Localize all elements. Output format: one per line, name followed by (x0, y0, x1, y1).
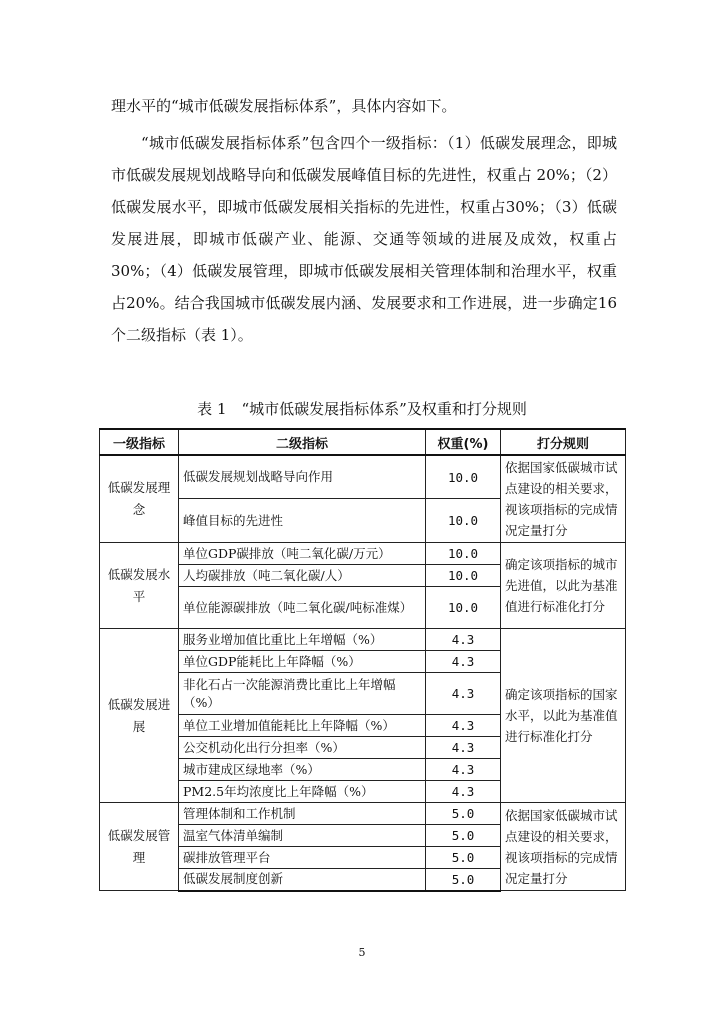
indicator-table (99, 428, 626, 892)
weight-cell: 10.0 (426, 587, 501, 629)
table-row (100, 803, 626, 825)
weight-cell: 4.3 (426, 673, 501, 715)
header-rule: 打分规则 (501, 429, 626, 455)
indicator-cell: 服务业增加值比重比上年增幅（%） (179, 629, 426, 651)
paragraph-intro: 理水平的“城市低碳发展指标体系”，具体内容如下。 (111, 97, 457, 115)
weight-cell: 5.0 (426, 847, 501, 869)
header-level2: 二级指标 (179, 429, 426, 455)
weight-cell: 4.3 (426, 629, 501, 651)
weight-cell: 5.0 (426, 803, 501, 825)
weight-cell: 4.3 (426, 715, 501, 737)
indicator-cell: 人均碳排放（吨二氧化碳/人） (179, 565, 426, 587)
indicator-cell: 单位GDP能耗比上年降幅（%） (179, 651, 426, 673)
header-weight: 权重(%) (426, 429, 501, 455)
weight-cell: 10.0 (426, 499, 501, 543)
rule-cell: 依据国家低碳城市试点建设的相关要求，视该项指标的完成情况定量打分 (501, 455, 626, 543)
weight-cell: 4.3 (426, 759, 501, 781)
indicator-cell: 单位能源碳排放（吨二氧化碳/吨标准煤） (179, 587, 426, 629)
level1-cell: 低碳发展理念 (100, 455, 179, 543)
table-row (100, 543, 626, 565)
level1-cell: 低碳发展进展 (100, 629, 179, 803)
rule-cell: 依据国家低碳城市试点建设的相关要求，视该项指标的完成情况定量打分 (501, 803, 626, 891)
indicator-cell: 低碳发展制度创新 (179, 869, 426, 891)
weight-cell: 4.3 (426, 651, 501, 673)
indicator-cell: 碳排放管理平台 (179, 847, 426, 869)
page-number: 5 (358, 946, 366, 959)
weight-cell: 10.0 (426, 565, 501, 587)
indicator-cell: 低碳发展规划战略导向作用 (179, 455, 426, 499)
indicator-cell: 管理体制和工作机制 (179, 803, 426, 825)
table-row (100, 455, 626, 499)
paragraph-indicator-overview: “城市低碳发展指标体系”包含四个一级指标：（1）低碳发展理念，即城市低碳发展规划战略导向和低碳发展峰值目标的先进性，权重占 20%；（2）低碳发展水平，即城市低碳发展相关指标的先进性，权重占30%；（3）低碳发展进展，即城市低碳产业、能源、交通等领域的进展及成效，权重占30%；（4）低碳发展管理，即城市低碳发展相关管理体制和治理水平，权重占20%。结合我国城市低碳发展内涵、发展要求和工作进展，进一步确定16 个二级指标（表 1）。 (111, 134, 617, 344)
weight-cell: 4.3 (426, 737, 501, 759)
weight-cell: 10.0 (426, 543, 501, 565)
indicator-cell: 非化石占一次能源消费比重比上年增幅（%） (179, 673, 426, 715)
indicator-cell: 单位GDP碳排放（吨二氧化碳/万元） (179, 543, 426, 565)
table-header-row (100, 429, 626, 455)
table-caption: 表 1 “城市低碳发展指标体系”及权重和打分规则 (197, 400, 527, 418)
header-level1: 一级指标 (100, 429, 179, 455)
indicator-cell: 峰值目标的先进性 (179, 499, 426, 543)
weight-cell: 4.3 (426, 781, 501, 803)
table-row (100, 629, 626, 651)
weight-cell: 5.0 (426, 825, 501, 847)
rule-cell: 确定该项指标的国家水平，以此为基准值进行标准化打分 (501, 629, 626, 803)
indicator-cell: PM2.5年均浓度比上年降幅（%） (179, 781, 426, 803)
indicator-cell: 公交机动化出行分担率（%） (179, 737, 426, 759)
weight-cell: 10.0 (426, 455, 501, 499)
indicator-cell: 单位工业增加值能耗比上年降幅（%） (179, 715, 426, 737)
indicator-cell: 城市建成区绿地率（%） (179, 759, 426, 781)
rule-cell: 确定该项指标的城市先进值，以此为基准值进行标准化打分 (501, 543, 626, 629)
weight-cell: 5.0 (426, 869, 501, 891)
level1-cell: 低碳发展水平 (100, 543, 179, 629)
level1-cell: 低碳发展管理 (100, 803, 179, 891)
indicator-cell: 温室气体清单编制 (179, 825, 426, 847)
